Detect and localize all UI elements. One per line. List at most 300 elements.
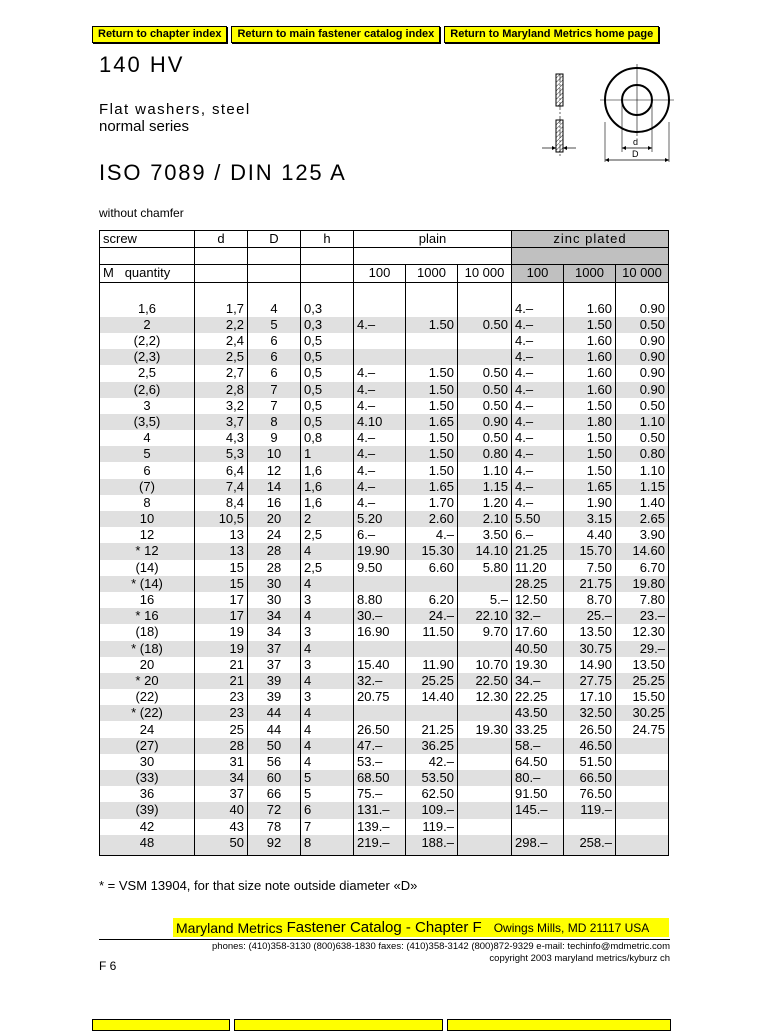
cell-D: 28 [248, 560, 301, 576]
cell-z1000: 1.60 [564, 382, 616, 398]
cell-screw: (18) [100, 624, 195, 640]
table-row [100, 479, 669, 495]
cell-z100: 4.– [512, 382, 564, 398]
cell-D: 9 [248, 430, 301, 446]
table-row [100, 560, 669, 576]
product-description [99, 101, 251, 135]
cell-z10000: 0.90 [616, 382, 669, 398]
cell-z10000 [616, 738, 669, 754]
cell-p100 [354, 349, 406, 365]
cell-D: 37 [248, 641, 301, 657]
cell-z10000: 15.50 [616, 689, 669, 705]
cell-z100: 32.– [512, 608, 564, 624]
table-row [100, 721, 669, 737]
cell-z10000: 14.60 [616, 543, 669, 559]
table-row [100, 641, 669, 657]
cell-p1000: 25.25 [406, 673, 458, 689]
cell-d: 17 [195, 592, 248, 608]
cell-p10000 [458, 349, 512, 365]
cell-z100: 80.– [512, 770, 564, 786]
cell-h: 1,6 [301, 462, 354, 478]
cell-p10000 [458, 786, 512, 802]
table-row [100, 333, 669, 349]
cell-p10000: 10.70 [458, 657, 512, 673]
home-page-link[interactable]: Return to Maryland Metrics home page [444, 26, 659, 43]
cell-z1000: 1.60 [564, 333, 616, 349]
cell-z100: 4.– [512, 349, 564, 365]
company-name: Maryland Metrics [176, 919, 283, 936]
zinc-qty-10000: 10 000 [616, 265, 669, 282]
table-row [100, 511, 669, 527]
cell-z100: 4.– [512, 365, 564, 381]
cell-h: 0,8 [301, 430, 354, 446]
cell-z1000: 21.75 [564, 576, 616, 592]
cell-z1000: 25.– [564, 608, 616, 624]
table-row [100, 543, 669, 559]
bottom-nav-button-2[interactable] [234, 1019, 443, 1031]
cell-D: 14 [248, 479, 301, 495]
cell-d: 19 [195, 624, 248, 640]
cell-D: 7 [248, 398, 301, 414]
cell-screw: * 20 [100, 673, 195, 689]
cell-z10000: 25.25 [616, 673, 669, 689]
cell-z1000: 1.80 [564, 414, 616, 430]
cell-h: 3 [301, 624, 354, 640]
cell-z10000: 1.10 [616, 414, 669, 430]
cell-d: 2,4 [195, 333, 248, 349]
cell-screw: 1,6 [100, 301, 195, 317]
cell-z10000 [616, 802, 669, 818]
cell-D: 28 [248, 543, 301, 559]
header-screw: screw [100, 231, 195, 248]
header-plain: plain [354, 231, 512, 248]
cell-p100: 75.– [354, 786, 406, 802]
cell-p1000: 62.50 [406, 786, 458, 802]
table-row [100, 462, 669, 478]
chamfer-note: without chamfer [99, 206, 184, 220]
cell-D: 44 [248, 721, 301, 737]
cell-p100: 26.50 [354, 721, 406, 737]
cell-z1000: 17.10 [564, 689, 616, 705]
cell-screw: * (22) [100, 705, 195, 721]
cell-p10000: 22.50 [458, 673, 512, 689]
cell-p10000: 9.70 [458, 624, 512, 640]
cell-screw: 2,5 [100, 365, 195, 381]
cell-p10000 [458, 819, 512, 835]
cell-p1000: 11.90 [406, 657, 458, 673]
table-row [100, 317, 669, 333]
cell-z10000: 6.70 [616, 560, 669, 576]
cell-z100: 4.– [512, 430, 564, 446]
cell-z100: 4.– [512, 446, 564, 462]
cell-d: 13 [195, 527, 248, 543]
cell-z10000: 3.90 [616, 527, 669, 543]
cell-p100: 20.75 [354, 689, 406, 705]
cell-p1000: 24.– [406, 608, 458, 624]
cell-z1000: 66.50 [564, 770, 616, 786]
cell-z10000: 0.90 [616, 301, 669, 317]
cell-p100: 9.50 [354, 560, 406, 576]
table-row [100, 527, 669, 543]
table-row [100, 382, 669, 398]
cell-z100: 6.– [512, 527, 564, 543]
cell-D: 30 [248, 576, 301, 592]
cell-z100: 17.60 [512, 624, 564, 640]
cell-p100 [354, 641, 406, 657]
cell-z10000 [616, 835, 669, 856]
washer-front-view [600, 64, 674, 162]
cell-p1000: 6.60 [406, 560, 458, 576]
cell-z1000: 1.50 [564, 317, 616, 333]
cell-p1000: 11.50 [406, 624, 458, 640]
cell-h: 4 [301, 608, 354, 624]
cell-D: 6 [248, 333, 301, 349]
cell-p100: 6.– [354, 527, 406, 543]
cell-z10000: 13.50 [616, 657, 669, 673]
cell-z1000: 1.60 [564, 365, 616, 381]
table-row [100, 414, 669, 430]
cell-z1000: 1.50 [564, 398, 616, 414]
cell-p1000: 1.65 [406, 479, 458, 495]
cell-z100: 145.– [512, 802, 564, 818]
cell-h: 4 [301, 721, 354, 737]
cell-z1000 [564, 819, 616, 835]
table-row [100, 365, 669, 381]
cell-p100: 4.– [354, 398, 406, 414]
cell-h: 0,3 [301, 301, 354, 317]
cell-D: 37 [248, 657, 301, 673]
cell-z100: 5.50 [512, 511, 564, 527]
cell-D: 6 [248, 349, 301, 365]
cell-D: 34 [248, 624, 301, 640]
cell-z1000: 1.90 [564, 495, 616, 511]
cell-screw: (3,5) [100, 414, 195, 430]
cell-d: 31 [195, 754, 248, 770]
cell-p1000: 4.– [406, 527, 458, 543]
cell-z10000: 2.65 [616, 511, 669, 527]
cell-D: 20 [248, 511, 301, 527]
cell-p100: 4.– [354, 317, 406, 333]
cell-z100: 21.25 [512, 543, 564, 559]
cell-d: 25 [195, 721, 248, 737]
cell-p1000: 188.– [406, 835, 458, 856]
cell-screw: 30 [100, 754, 195, 770]
cell-z100: 22.25 [512, 689, 564, 705]
cell-D: 72 [248, 802, 301, 818]
table-row [100, 446, 669, 462]
product-number: 140 HV [99, 52, 185, 77]
cell-p1000: 1.65 [406, 414, 458, 430]
cell-d: 34 [195, 770, 248, 786]
cell-h: 2,5 [301, 527, 354, 543]
cell-p100: 15.40 [354, 657, 406, 673]
cell-D: 5 [248, 317, 301, 333]
cell-z100: 298.– [512, 835, 564, 856]
cell-screw: (27) [100, 738, 195, 754]
contact-info: phones: (410)358-3130 (800)638-1830 faxes: (410)358-3142 (800)872-9329 e-mail: techinfo@mdmetric.com [212, 941, 670, 952]
cell-p1000: 1.50 [406, 365, 458, 381]
cell-z1000: 32.50 [564, 705, 616, 721]
cell-p100: 131.– [354, 802, 406, 818]
cell-h: 2 [301, 511, 354, 527]
cell-h: 0,5 [301, 365, 354, 381]
table-row [100, 770, 669, 786]
bottom-nav-button-3[interactable] [447, 1019, 671, 1031]
cell-screw: 2 [100, 317, 195, 333]
table-quantity-row [100, 265, 669, 282]
cell-p10000: 12.30 [458, 689, 512, 705]
cell-d: 37 [195, 786, 248, 802]
cell-p1000 [406, 705, 458, 721]
cell-screw: (2,6) [100, 382, 195, 398]
cell-z1000: 3.15 [564, 511, 616, 527]
cell-z1000: 1.50 [564, 462, 616, 478]
table-row [100, 430, 669, 446]
cell-screw: 20 [100, 657, 195, 673]
cell-D: 50 [248, 738, 301, 754]
cell-z10000: 19.80 [616, 576, 669, 592]
cell-screw: 5 [100, 446, 195, 462]
cell-d: 1,7 [195, 301, 248, 317]
cell-z100: 4.– [512, 495, 564, 511]
table-row [100, 754, 669, 770]
cell-p10000: 0.50 [458, 365, 512, 381]
cell-h: 0,5 [301, 349, 354, 365]
cell-z10000: 7.80 [616, 592, 669, 608]
cell-z10000: 0.90 [616, 349, 669, 365]
cell-d: 19 [195, 641, 248, 657]
footnote: * = VSM 13904, for that size note outside diameter «D» [99, 878, 418, 893]
cell-screw: 6 [100, 462, 195, 478]
cell-z10000 [616, 819, 669, 835]
cell-d: 3,2 [195, 398, 248, 414]
chapter-index-link[interactable]: Return to chapter index [92, 26, 227, 43]
cell-h: 7 [301, 819, 354, 835]
cell-p1000: 1.50 [406, 382, 458, 398]
product-desc-line1: Flat washers, steel [99, 101, 251, 118]
cell-h: 5 [301, 770, 354, 786]
cell-screw: 36 [100, 786, 195, 802]
cell-p100: 139.– [354, 819, 406, 835]
cell-p100: 4.– [354, 446, 406, 462]
cell-d: 50 [195, 835, 248, 856]
cell-p100: 4.– [354, 430, 406, 446]
cell-D: 6 [248, 365, 301, 381]
cell-p1000: 21.25 [406, 721, 458, 737]
cell-p1000: 14.40 [406, 689, 458, 705]
main-catalog-index-link[interactable]: Return to main fastener catalog index [231, 26, 440, 43]
cell-D: 7 [248, 382, 301, 398]
cell-D: 30 [248, 592, 301, 608]
cell-p1000 [406, 349, 458, 365]
cell-z10000: 0.50 [616, 317, 669, 333]
cell-screw: 8 [100, 495, 195, 511]
cell-z10000: 30.25 [616, 705, 669, 721]
cell-p1000: 36.25 [406, 738, 458, 754]
cell-z10000: 0.80 [616, 446, 669, 462]
cell-p1000 [406, 301, 458, 317]
cell-d: 15 [195, 576, 248, 592]
product-desc-line2: normal series [99, 118, 190, 135]
cell-p10000: 0.50 [458, 398, 512, 414]
cell-z1000: 1.65 [564, 479, 616, 495]
cell-D: 66 [248, 786, 301, 802]
cell-z10000: 0.50 [616, 398, 669, 414]
cell-p100: 4.– [354, 462, 406, 478]
cell-screw: * 16 [100, 608, 195, 624]
cell-z10000 [616, 786, 669, 802]
cell-d: 7,4 [195, 479, 248, 495]
cell-p10000 [458, 301, 512, 317]
cell-z10000: 1.10 [616, 462, 669, 478]
cell-p1000: 53.50 [406, 770, 458, 786]
cell-p1000: 1.50 [406, 446, 458, 462]
cell-screw: 16 [100, 592, 195, 608]
cell-z100 [512, 819, 564, 835]
table-row [100, 608, 669, 624]
label-inner-diameter: d [633, 137, 639, 147]
quantity-label [100, 265, 195, 282]
cell-D: 92 [248, 835, 301, 856]
cell-h: 0,5 [301, 333, 354, 349]
cell-z100: 28.25 [512, 576, 564, 592]
cell-d: 23 [195, 705, 248, 721]
cell-p10000: 22.10 [458, 608, 512, 624]
cell-h: 8 [301, 835, 354, 856]
cell-z10000: 23.– [616, 608, 669, 624]
cell-d: 6,4 [195, 462, 248, 478]
table-spacer-row [100, 282, 669, 301]
cell-p10000: 1.15 [458, 479, 512, 495]
cell-p10000: 0.80 [458, 446, 512, 462]
cell-z100: 4.– [512, 479, 564, 495]
cell-screw: 10 [100, 511, 195, 527]
cell-d: 13 [195, 543, 248, 559]
cell-d: 4,3 [195, 430, 248, 446]
cell-z100: 12.50 [512, 592, 564, 608]
cell-D: 39 [248, 673, 301, 689]
cell-h: 4 [301, 705, 354, 721]
cell-h: 4 [301, 576, 354, 592]
cell-p1000 [406, 576, 458, 592]
page-number: F 6 [99, 959, 117, 973]
table-row [100, 301, 669, 317]
cell-h: 4 [301, 673, 354, 689]
cell-D: 44 [248, 705, 301, 721]
cell-p10000 [458, 754, 512, 770]
cell-z1000: 1.50 [564, 446, 616, 462]
cell-p10000: 2.10 [458, 511, 512, 527]
cell-z100: 91.50 [512, 786, 564, 802]
zinc-qty-1000: 1000 [564, 265, 616, 282]
cell-d: 21 [195, 657, 248, 673]
cell-d: 15 [195, 560, 248, 576]
cell-z1000: 14.90 [564, 657, 616, 673]
cell-h: 3 [301, 592, 354, 608]
cell-z1000: 4.40 [564, 527, 616, 543]
cell-p10000 [458, 333, 512, 349]
cell-p100 [354, 301, 406, 317]
cell-p1000: 15.30 [406, 543, 458, 559]
washer-side-view [542, 74, 576, 156]
cell-z100: 64.50 [512, 754, 564, 770]
header-d: d [195, 231, 248, 248]
cell-z1000: 76.50 [564, 786, 616, 802]
cell-h: 1,6 [301, 495, 354, 511]
cell-p1000: 42.– [406, 754, 458, 770]
cell-z100: 4.– [512, 301, 564, 317]
cell-p100: 219.– [354, 835, 406, 856]
cell-D: 10 [248, 446, 301, 462]
cell-h: 0,5 [301, 382, 354, 398]
cell-p1000: 1.50 [406, 462, 458, 478]
cell-d: 8,4 [195, 495, 248, 511]
cell-d: 2,7 [195, 365, 248, 381]
cell-z1000: 7.50 [564, 560, 616, 576]
cell-d: 3,7 [195, 414, 248, 430]
cell-z100: 4.– [512, 398, 564, 414]
cell-z1000: 119.– [564, 802, 616, 818]
table-row [100, 835, 669, 856]
cell-z1000: 13.50 [564, 624, 616, 640]
cell-z100: 4.– [512, 317, 564, 333]
cell-screw: * (18) [100, 641, 195, 657]
cell-h: 4 [301, 543, 354, 559]
cell-z1000: 8.70 [564, 592, 616, 608]
cell-p10000: 1.20 [458, 495, 512, 511]
cell-p100 [354, 576, 406, 592]
cell-z10000 [616, 770, 669, 786]
catalog-banner [173, 918, 669, 937]
cell-D: 16 [248, 495, 301, 511]
cell-z10000: 1.40 [616, 495, 669, 511]
cell-p10000 [458, 705, 512, 721]
cell-screw: 12 [100, 527, 195, 543]
cell-screw: 4 [100, 430, 195, 446]
cell-p10000: 0.90 [458, 414, 512, 430]
cell-z10000: 24.75 [616, 721, 669, 737]
cell-p100: 32.– [354, 673, 406, 689]
cell-h: 5 [301, 786, 354, 802]
cell-z100: 43.50 [512, 705, 564, 721]
plain-qty-1000: 1000 [406, 265, 458, 282]
cell-screw: * 12 [100, 543, 195, 559]
cell-screw: 24 [100, 721, 195, 737]
table-header-row [100, 231, 669, 248]
cell-d: 40 [195, 802, 248, 818]
cell-p10000 [458, 802, 512, 818]
table-row [100, 592, 669, 608]
cell-D: 78 [248, 819, 301, 835]
cell-p10000: 1.10 [458, 462, 512, 478]
cell-D: 39 [248, 689, 301, 705]
cell-p100: 4.– [354, 495, 406, 511]
cell-p10000 [458, 835, 512, 856]
cell-z1000: 26.50 [564, 721, 616, 737]
cell-p100: 4.– [354, 365, 406, 381]
cell-p10000: 0.50 [458, 382, 512, 398]
cell-d: 21 [195, 673, 248, 689]
cell-h: 1 [301, 446, 354, 462]
cell-z1000: 46.50 [564, 738, 616, 754]
cell-screw: (14) [100, 560, 195, 576]
bottom-nav-button-1[interactable] [92, 1019, 230, 1031]
table-row [100, 495, 669, 511]
cell-d: 23 [195, 689, 248, 705]
cell-p1000: 1.70 [406, 495, 458, 511]
cell-p1000 [406, 641, 458, 657]
cell-z1000: 15.70 [564, 543, 616, 559]
